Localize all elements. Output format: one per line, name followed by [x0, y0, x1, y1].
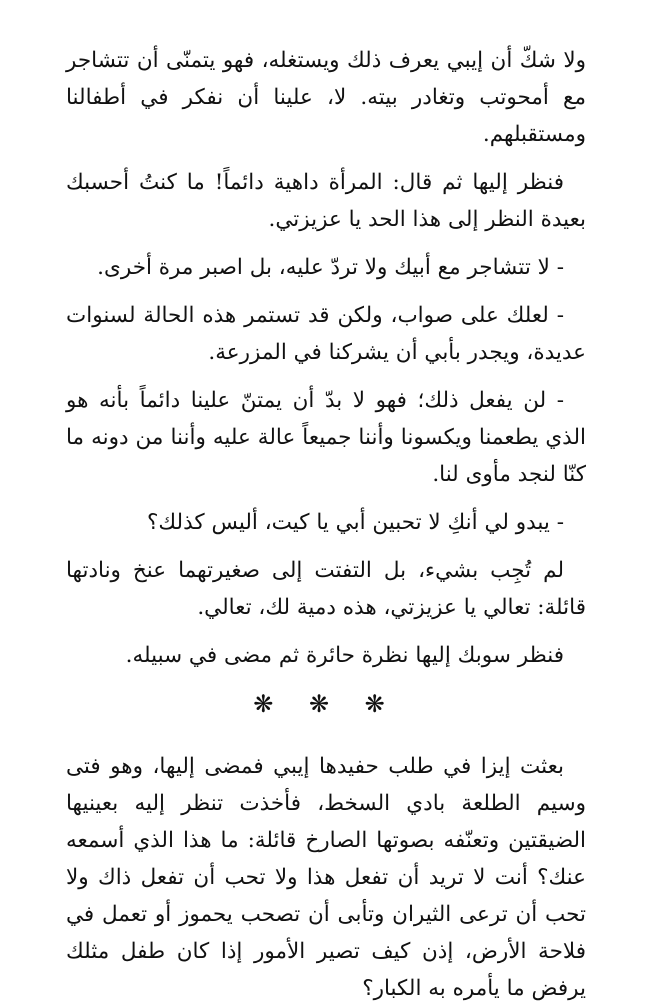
paragraph-4: فنظر سوبك إليها نظرة حائرة ثم مضى في سبيله.	[125, 643, 564, 668]
dialogue-line-2: - لعلك على صواب، ولكن قد تستمر هذه الحالة لسنوات عديدة، ويجدر بأبي أن يشركنا في المزرعة.	[66, 303, 586, 365]
paragraph-5: بعثت إيزا في طلب حفيدها إيبي فمضى إليها، وهو فتى وسيم الطلعة بادي السخط، فأخذت تنظر إليه بعينيها الضيقتين وتعنّفه بصوتها الصارخ قائلة: ما هذا الذي أسمعه عنك؟ أنت لا تريد أن تفعل هذا ولا تحب أن تفعل ذاك ولا تحب أن ترعى الثيران وتأبى أن تصحب يحموز أو تعمل في فلاحة الأرض، إذن كيف تصير الأمور إذا كان طفل مثلك يرفض ما يأمره به الكبار؟	[66, 754, 586, 1001]
paragraph-2: فنظر إليها ثم قال: المرأة داهية دائماً! ما كنتُ أحسبك بعيدة النظر إلى هذا الحد يا عزيزتي.	[66, 170, 586, 232]
section-separator: ❋ ❋ ❋	[253, 690, 399, 718]
paragraph-3: لم تُجِب بشيء، بل التفتت إلى صغيرتهما عنخ ونادتها قائلة: تعالي يا عزيزتي، هذه دمية لك، تعالي.	[66, 558, 586, 620]
dialogue-line-3: - لن يفعل ذلك؛ فهو لا بدّ أن يمتنّ علينا دائماً بأنه هو الذي يطعمنا ويكسونا وأننا جميعاً عالة عليه وأننا من دونه ما كنّا لنجد مأوى لنا.	[66, 388, 586, 487]
book-page	[66, 42, 586, 1007]
dialogue-line-4: - يبدو لي أنكِ لا تحبين أبي يا كيت، أليس كذلك؟	[147, 510, 564, 535]
dialogue-line-1: - لا تتشاجر مع أبيك ولا تردّ عليه، بل اصبر مرة أخرى.	[97, 255, 564, 280]
paragraph-1: ولا شكّ أن إيبي يعرف ذلك ويستغله، فهو يتمنّى أن تتشاجر مع أمحوتب وتغادر بيته. لا، علينا أن نفكر في أطفالنا ومستقبلهم.	[66, 48, 586, 147]
